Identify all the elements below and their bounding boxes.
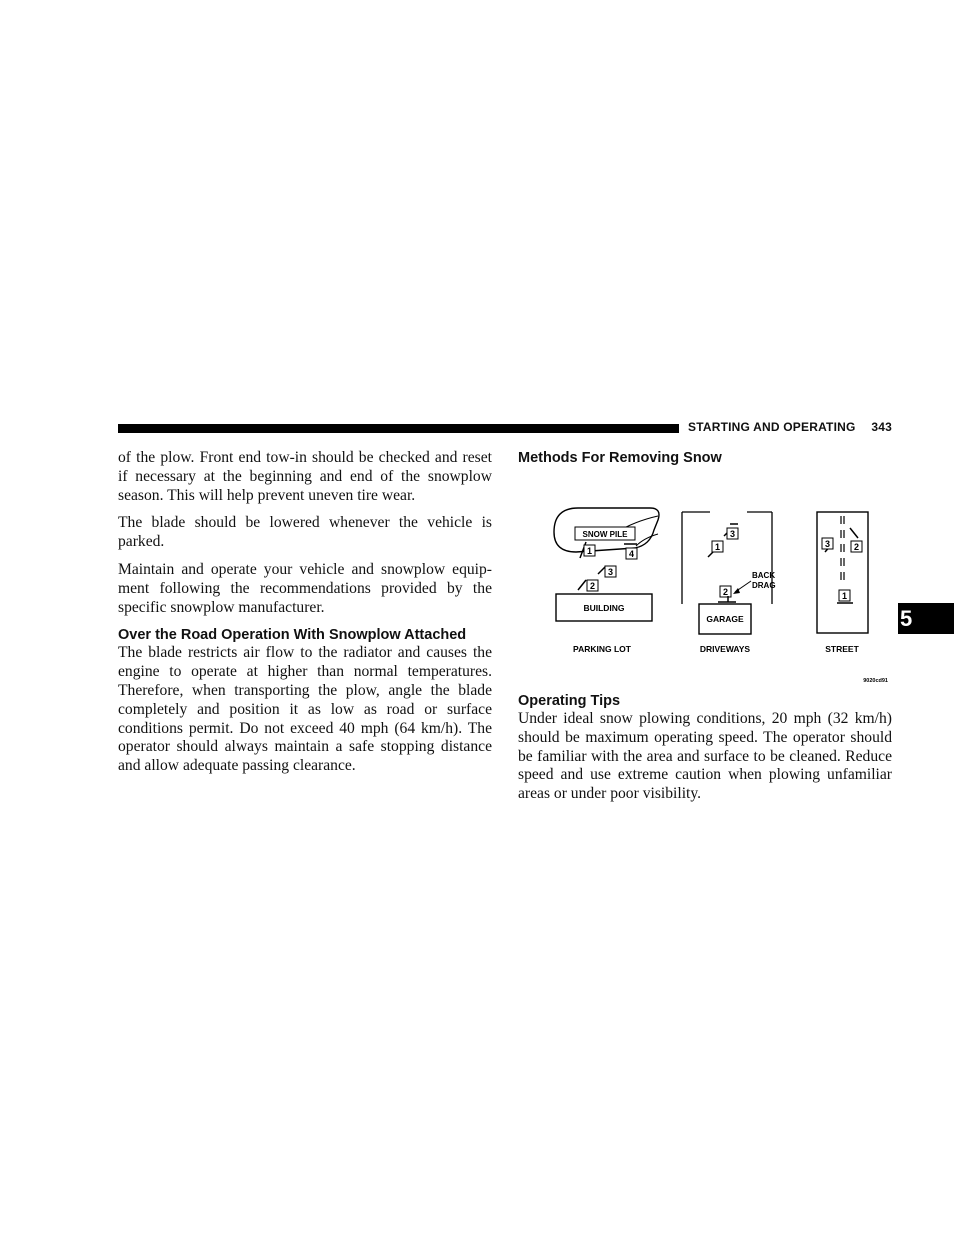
- snow-removal-diagram: [540, 500, 900, 690]
- paragraph: Maintain and operate your vehicle and snowplow equip-ment following the recommendations provided by the specific snowplow manufacturer.: [118, 560, 492, 616]
- chapter-tab: 5: [898, 603, 954, 634]
- street-diagram: [817, 512, 868, 654]
- parking-lot-diagram: [554, 508, 659, 654]
- driveways-caption: DRIVEWAYS: [699, 644, 751, 654]
- parking-lot-caption: PARKING LOT: [573, 644, 631, 654]
- step-1-label: 1: [714, 542, 721, 552]
- back-drag-label-2: DRAG: [752, 581, 776, 590]
- driveways-diagram: [682, 512, 776, 654]
- step-3-label: 3: [607, 567, 614, 577]
- step-2-label: 2: [853, 542, 860, 552]
- left-column: [118, 449, 492, 776]
- step-2-label: 2: [722, 587, 729, 597]
- step-3-label: 3: [824, 539, 831, 549]
- paragraph: Under ideal snow plowing conditions, 20 mph (32 km/h) should be maximum operating speed. The operator should be familiar with the area and surface to be cleaned. Reduce speed and use extreme caution when plowing unfamiliar areas or under poor visibility.: [518, 710, 892, 803]
- street-caption: STREET: [825, 644, 859, 654]
- section-heading: Over the Road Operation With Snowplow Attached: [118, 627, 467, 644]
- step-1-label: 1: [841, 591, 848, 601]
- paragraph: The blade restricts air flow to the radiator and causes the engine to operate at higher than normal temperatures. Therefore, when transporting the plow, angle the blade completely and position it as low as road or surface conditions permit. Do not exceed 40 mph (64 km/h). The operator should always maintain a safe stopping distance and allow adequate passing clearance.: [118, 644, 492, 775]
- step-4-label: 4: [628, 549, 635, 559]
- step-1-label: 1: [586, 546, 593, 556]
- page-number: 343: [871, 420, 892, 434]
- section-heading: Methods For Removing Snow: [518, 450, 722, 466]
- paragraph: of the plow. Front end tow-in should be checked and reset if necessary at the beginning and end of the snowplow season. This will help prevent uneven tire wear.: [118, 449, 492, 504]
- figure-id: 9020cd91: [863, 678, 888, 684]
- section-heading: Operating Tips: [518, 693, 621, 709]
- right-column: [518, 449, 892, 467]
- snow-pile-label: SNOW PILE: [582, 530, 628, 539]
- building-label: BUILDING: [583, 603, 625, 613]
- section-title: STARTING AND OPERATING: [688, 420, 856, 434]
- paragraph: The blade should be lowered whenever the vehicle is parked.: [118, 514, 492, 551]
- header-rule: [118, 424, 679, 433]
- step-2-label: 2: [589, 581, 596, 591]
- garage-label: GARAGE: [706, 614, 744, 624]
- page-header: [688, 420, 892, 434]
- step-3-label: 3: [729, 529, 736, 539]
- operating-tips-section: [518, 692, 892, 804]
- back-drag-label-1: BACK: [752, 571, 776, 580]
